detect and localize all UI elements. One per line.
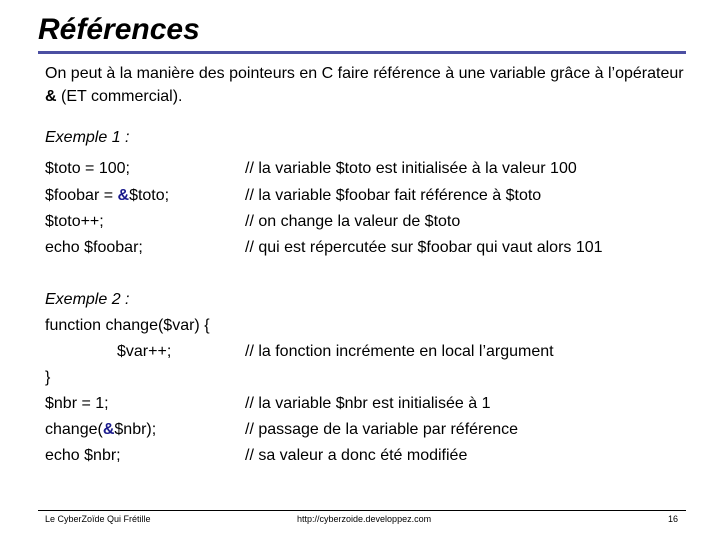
intro-text-2: (ET commercial). xyxy=(56,88,183,105)
comment: // qui est répercutée sur $foobar qui vaut alors 101 xyxy=(245,239,603,256)
code: $toto++; xyxy=(45,213,104,230)
example2-line-2 xyxy=(45,419,685,441)
comment: // passage de la variable par référence xyxy=(245,421,519,438)
slide-title: Références xyxy=(38,13,200,46)
footer-author: Le CyberZoïde Qui Frétille xyxy=(45,514,151,524)
example1-line-2 xyxy=(45,185,685,207)
example1-line-4 xyxy=(45,237,685,259)
example2-function-close: } xyxy=(45,369,51,386)
example2-line-3 xyxy=(45,445,685,467)
code: $var++; xyxy=(117,343,172,360)
intro-ampersand: & xyxy=(45,88,57,105)
comment: // on change la valeur de $toto xyxy=(245,213,461,230)
example2-heading: Exemple 2 : xyxy=(45,291,130,308)
intro-paragraph xyxy=(45,62,685,108)
code-post: $nbr); xyxy=(114,421,157,438)
title-underline xyxy=(38,51,686,54)
example1-line-3 xyxy=(45,211,685,233)
example2-line-1 xyxy=(45,393,685,415)
code: $toto = 100; xyxy=(45,160,130,177)
footer-url[interactable]: http://cyberzoide.developpez.com xyxy=(297,514,432,524)
comment: // la variable $toto est initialisée à la valeur 100 xyxy=(245,160,577,177)
code: $nbr = 1; xyxy=(45,395,109,412)
example1-line-1 xyxy=(45,158,685,180)
code-post: $toto; xyxy=(129,187,170,204)
example1-heading: Exemple 1 : xyxy=(45,129,130,146)
code-ampersand: & xyxy=(102,421,115,438)
comment: // la fonction incrémente en local l’argument xyxy=(245,343,554,360)
example2-function-open: function change($var) { xyxy=(45,317,210,334)
footer-rule xyxy=(38,510,686,511)
code-pre: $foobar = xyxy=(45,187,118,204)
example2-body-line xyxy=(45,341,685,363)
code-ampersand: & xyxy=(117,187,130,204)
comment: // la variable $foobar fait référence à $toto xyxy=(245,187,542,204)
code: echo $foobar; xyxy=(45,239,143,256)
code-pre: change( xyxy=(45,421,103,438)
code: echo $nbr; xyxy=(45,447,121,464)
comment: // la variable $nbr est initialisée à 1 xyxy=(245,395,491,412)
comment: // sa valeur a donc été modifiée xyxy=(245,447,468,464)
intro-text-1: On peut à la manière des pointeurs en C faire référence à une variable grâce à l’opérateur xyxy=(45,65,684,82)
page-number: 16 xyxy=(668,514,679,524)
